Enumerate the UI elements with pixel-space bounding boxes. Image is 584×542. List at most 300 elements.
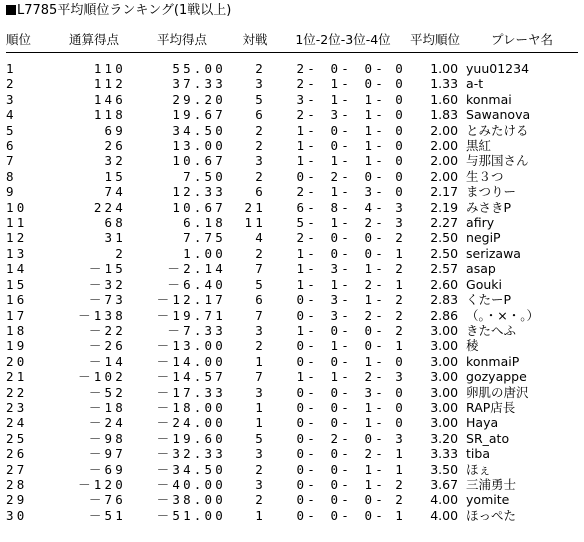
rank-cell: 21 bbox=[6, 369, 28, 385]
second-place-cell: 1- bbox=[330, 153, 352, 169]
third-place-cell: 0- bbox=[364, 230, 386, 246]
games-cell: 2 bbox=[255, 122, 266, 138]
total-points-cell: 74 bbox=[104, 184, 126, 200]
table-row bbox=[6, 53, 578, 77]
average-points-cell: 10.67 bbox=[172, 153, 226, 169]
fourth-place-cell: 0 bbox=[395, 399, 407, 415]
third-place-cell: 3- bbox=[364, 384, 386, 400]
games-cell: 2 bbox=[255, 338, 266, 354]
average-points-cell: －13.00 bbox=[156, 338, 226, 354]
fourth-place-cell: 2 bbox=[395, 292, 407, 308]
first-place-cell: 2- bbox=[296, 230, 318, 246]
player-name-cell: くたーP bbox=[466, 292, 512, 308]
average-points-cell: 29.20 bbox=[172, 91, 226, 107]
average-points-cell: 19.67 bbox=[172, 107, 226, 123]
first-place-cell: 0- bbox=[296, 307, 318, 323]
table-row bbox=[6, 400, 578, 415]
total-points-cell: 69 bbox=[104, 122, 126, 138]
games-cell: 3 bbox=[255, 446, 266, 462]
fourth-place-cell: 0 bbox=[395, 91, 407, 107]
rank-cell: 16 bbox=[6, 292, 28, 308]
first-place-cell: 0- bbox=[296, 384, 318, 400]
table-header-row bbox=[6, 26, 578, 53]
third-place-cell: 2- bbox=[364, 446, 386, 462]
first-place-cell: 2- bbox=[296, 76, 318, 92]
average-place-cell: 4.00 bbox=[430, 507, 459, 523]
rank-cell: 11 bbox=[6, 215, 28, 231]
first-place-cell: 1- bbox=[296, 138, 318, 154]
games-cell: 5 bbox=[255, 91, 266, 107]
player-name-cell: 三浦勇士 bbox=[466, 476, 517, 492]
third-place-cell: 0- bbox=[364, 492, 386, 508]
first-place-cell: 1- bbox=[296, 322, 318, 338]
table-row bbox=[6, 184, 578, 199]
fourth-place-cell: 0 bbox=[395, 61, 407, 76]
fourth-place-cell: 0 bbox=[395, 138, 407, 154]
table-row bbox=[6, 261, 578, 276]
fourth-place-cell: 3 bbox=[395, 369, 407, 385]
games-cell: 21 bbox=[244, 199, 266, 215]
player-name-cell: yuu01234 bbox=[466, 61, 530, 76]
games-cell: 3 bbox=[255, 384, 266, 400]
second-place-cell: 0- bbox=[330, 492, 352, 508]
header-average-points: 平均得点 bbox=[156, 32, 207, 47]
average-points-cell: 1.00 bbox=[183, 245, 226, 261]
player-name-cell: Gouki bbox=[466, 276, 502, 292]
games-cell: 1 bbox=[255, 353, 266, 369]
total-points-cell: －26 bbox=[88, 338, 126, 354]
total-points-cell: 31 bbox=[104, 230, 126, 246]
header-player-name: プレーヤ名 bbox=[491, 32, 554, 47]
average-points-cell: －2.14 bbox=[167, 261, 226, 277]
average-place-cell: 3.00 bbox=[430, 338, 459, 354]
fourth-place-cell: 0 bbox=[395, 107, 407, 123]
average-place-cell: 4.00 bbox=[430, 492, 459, 508]
player-name-cell: yomite bbox=[466, 492, 510, 508]
total-points-cell: －24 bbox=[88, 415, 126, 431]
fourth-place-cell: 1 bbox=[395, 338, 407, 354]
player-name-cell: gozyappe bbox=[466, 369, 527, 385]
fourth-place-cell: 1 bbox=[395, 245, 407, 261]
third-place-cell: 1- bbox=[364, 138, 386, 154]
player-name-cell: serizawa bbox=[466, 245, 521, 261]
second-place-cell: 1- bbox=[330, 76, 352, 92]
player-name-cell: （。・×・。） bbox=[466, 307, 540, 323]
second-place-cell: 1- bbox=[330, 276, 352, 292]
third-place-cell: 0- bbox=[364, 430, 386, 446]
table-row bbox=[6, 323, 578, 338]
third-place-cell: 1- bbox=[364, 91, 386, 107]
second-place-cell: 8- bbox=[330, 199, 352, 215]
player-name-cell: 与那国さん bbox=[466, 153, 529, 169]
games-cell: 2 bbox=[255, 492, 266, 508]
average-place-cell: 1.60 bbox=[430, 91, 459, 107]
third-place-cell: 0- bbox=[364, 76, 386, 92]
total-points-cell: －97 bbox=[88, 446, 126, 462]
third-place-cell: 0- bbox=[364, 507, 386, 523]
games-cell: 2 bbox=[255, 461, 266, 477]
fourth-place-cell: 2 bbox=[395, 230, 407, 246]
average-points-cell: －14.57 bbox=[156, 369, 226, 385]
average-points-cell: －24.00 bbox=[156, 415, 226, 431]
third-place-cell: 1- bbox=[364, 399, 386, 415]
third-place-cell: 1- bbox=[364, 261, 386, 277]
table-row bbox=[6, 431, 578, 446]
total-points-cell: －14 bbox=[88, 353, 126, 369]
average-points-cell: －40.00 bbox=[156, 476, 226, 492]
first-place-cell: 0- bbox=[296, 399, 318, 415]
rank-cell: 8 bbox=[6, 168, 17, 184]
table-row bbox=[6, 138, 578, 153]
average-place-cell: 3.00 bbox=[430, 353, 459, 369]
ranking-table bbox=[6, 26, 578, 523]
third-place-cell: 2- bbox=[364, 215, 386, 231]
fourth-place-cell: 0 bbox=[395, 384, 407, 400]
games-cell: 7 bbox=[255, 307, 266, 323]
first-place-cell: 0- bbox=[296, 292, 318, 308]
table-row bbox=[6, 215, 578, 230]
average-place-cell: 3.00 bbox=[430, 399, 459, 415]
player-name-cell: Sawanova bbox=[466, 107, 531, 123]
average-points-cell: －12.17 bbox=[156, 292, 226, 308]
average-points-cell: －38.00 bbox=[156, 492, 226, 508]
total-points-cell: －102 bbox=[78, 369, 126, 385]
player-name-cell: asap bbox=[466, 261, 496, 277]
rank-cell: 10 bbox=[6, 199, 28, 215]
rank-cell: 9 bbox=[6, 184, 17, 200]
rank-cell: 2 bbox=[6, 76, 17, 92]
first-place-cell: 0- bbox=[296, 168, 318, 184]
average-place-cell: 2.86 bbox=[430, 307, 459, 323]
second-place-cell: 0- bbox=[330, 61, 352, 76]
games-cell: 5 bbox=[255, 430, 266, 446]
player-name-cell: negiP bbox=[466, 230, 501, 246]
games-cell: 11 bbox=[244, 215, 266, 231]
player-name-cell: Haya bbox=[466, 415, 499, 431]
table-row bbox=[6, 92, 578, 107]
average-place-cell: 2.27 bbox=[430, 215, 459, 231]
first-place-cell: 2- bbox=[296, 61, 318, 76]
rank-cell: 28 bbox=[6, 476, 28, 492]
player-name-cell: とみたける bbox=[466, 122, 529, 138]
first-place-cell: 0- bbox=[296, 415, 318, 431]
table-row bbox=[6, 462, 578, 477]
total-points-cell: －98 bbox=[88, 430, 126, 446]
player-name-cell: a-t bbox=[466, 76, 484, 92]
average-place-cell: 3.50 bbox=[430, 461, 459, 477]
third-place-cell: 2- bbox=[364, 369, 386, 385]
table-row bbox=[6, 246, 578, 261]
player-name-cell: きたへふ bbox=[466, 322, 517, 338]
third-place-cell: 4- bbox=[364, 199, 386, 215]
average-place-cell: 2.19 bbox=[430, 199, 459, 215]
fourth-place-cell: 3 bbox=[395, 430, 407, 446]
table-row bbox=[6, 385, 578, 400]
total-points-cell: －76 bbox=[88, 492, 126, 508]
second-place-cell: 0- bbox=[330, 138, 352, 154]
first-place-cell: 1- bbox=[296, 261, 318, 277]
fourth-place-cell: 1 bbox=[395, 461, 407, 477]
fourth-place-cell: 2 bbox=[395, 492, 407, 508]
total-points-cell: －15 bbox=[88, 261, 126, 277]
table-row bbox=[6, 308, 578, 323]
average-points-cell: －19.71 bbox=[156, 307, 226, 323]
rank-cell: 24 bbox=[6, 415, 28, 431]
first-place-cell: 0- bbox=[296, 338, 318, 354]
third-place-cell: 2- bbox=[364, 276, 386, 292]
third-place-cell: 0- bbox=[364, 338, 386, 354]
average-place-cell: 2.00 bbox=[430, 138, 459, 154]
games-cell: 7 bbox=[255, 369, 266, 385]
rank-cell: 19 bbox=[6, 338, 28, 354]
first-place-cell: 5- bbox=[296, 215, 318, 231]
fourth-place-cell: 3 bbox=[395, 215, 407, 231]
average-place-cell: 2.50 bbox=[430, 245, 459, 261]
first-place-cell: 1- bbox=[296, 276, 318, 292]
average-place-cell: 1.83 bbox=[430, 107, 459, 123]
games-cell: 2 bbox=[255, 61, 266, 76]
table-row bbox=[6, 230, 578, 245]
player-name-cell: 生３つ bbox=[466, 168, 504, 184]
first-place-cell: 2- bbox=[296, 107, 318, 123]
third-place-cell: 0- bbox=[364, 245, 386, 261]
first-place-cell: 0- bbox=[296, 507, 318, 523]
total-points-cell: 224 bbox=[93, 199, 126, 215]
average-place-cell: 3.00 bbox=[430, 322, 459, 338]
third-place-cell: 1- bbox=[364, 122, 386, 138]
average-place-cell: 3.33 bbox=[430, 446, 459, 462]
table-row bbox=[6, 338, 578, 353]
third-place-cell: 1- bbox=[364, 153, 386, 169]
rank-cell: 4 bbox=[6, 107, 17, 123]
total-points-cell: －69 bbox=[88, 461, 126, 477]
table-row bbox=[6, 292, 578, 307]
first-place-cell: 0- bbox=[296, 430, 318, 446]
average-points-cell: －17.33 bbox=[156, 384, 226, 400]
average-place-cell: 2.17 bbox=[430, 184, 459, 200]
third-place-cell: 0- bbox=[364, 322, 386, 338]
ranking-rows bbox=[6, 53, 578, 524]
fourth-place-cell: 0 bbox=[395, 415, 407, 431]
second-place-cell: 0- bbox=[330, 353, 352, 369]
average-points-cell: －7.33 bbox=[167, 322, 226, 338]
average-place-cell: 2.60 bbox=[430, 276, 459, 292]
first-place-cell: 0- bbox=[296, 446, 318, 462]
average-points-cell: －19.60 bbox=[156, 430, 226, 446]
third-place-cell: 3- bbox=[364, 184, 386, 200]
header-average-place: 平均順位 bbox=[410, 32, 461, 47]
header-total-points: 通算得点 bbox=[68, 32, 119, 47]
second-place-cell: 3- bbox=[330, 107, 352, 123]
second-place-cell: 1- bbox=[330, 91, 352, 107]
table-row bbox=[6, 153, 578, 168]
games-cell: 6 bbox=[255, 107, 266, 123]
average-points-cell: －34.50 bbox=[156, 461, 226, 477]
rank-cell: 13 bbox=[6, 245, 28, 261]
second-place-cell: 1- bbox=[330, 215, 352, 231]
average-place-cell: 3.00 bbox=[430, 369, 459, 385]
third-place-cell: 1- bbox=[364, 461, 386, 477]
total-points-cell: －52 bbox=[88, 384, 126, 400]
first-place-cell: 0- bbox=[296, 461, 318, 477]
games-cell: 3 bbox=[255, 476, 266, 492]
first-place-cell: 1- bbox=[296, 245, 318, 261]
rank-cell: 14 bbox=[6, 261, 28, 277]
page-title-text: L7785平均順位ランキング(1戦以上) bbox=[17, 3, 232, 18]
games-cell: 3 bbox=[255, 76, 266, 92]
rank-cell: 15 bbox=[6, 276, 28, 292]
rank-cell: 12 bbox=[6, 230, 28, 246]
fourth-place-cell: 2 bbox=[395, 307, 407, 323]
average-place-cell: 2.00 bbox=[430, 122, 459, 138]
games-cell: 6 bbox=[255, 184, 266, 200]
rank-cell: 18 bbox=[6, 322, 28, 338]
rank-cell: 26 bbox=[6, 446, 28, 462]
rank-cell: 30 bbox=[6, 507, 28, 523]
fourth-place-cell: 0 bbox=[395, 168, 407, 184]
games-cell: 3 bbox=[255, 322, 266, 338]
rank-cell: 3 bbox=[6, 91, 17, 107]
second-place-cell: 0- bbox=[330, 415, 352, 431]
average-place-cell: 3.67 bbox=[430, 476, 459, 492]
average-points-cell: －18.00 bbox=[156, 399, 226, 415]
average-points-cell: 12.33 bbox=[172, 184, 226, 200]
table-row bbox=[6, 200, 578, 215]
player-name-cell: tiba bbox=[466, 446, 490, 462]
games-cell: 4 bbox=[255, 230, 266, 246]
average-points-cell: 6.18 bbox=[183, 215, 226, 231]
average-points-cell: 34.50 bbox=[172, 122, 226, 138]
rank-cell: 17 bbox=[6, 307, 28, 323]
fourth-place-cell: 0 bbox=[395, 122, 407, 138]
rank-cell: 7 bbox=[6, 153, 17, 169]
rank-cell: 1 bbox=[6, 61, 17, 76]
fourth-place-cell: 1 bbox=[395, 507, 407, 523]
total-points-cell: 26 bbox=[104, 138, 126, 154]
total-points-cell: －18 bbox=[88, 399, 126, 415]
fourth-place-cell: 1 bbox=[395, 276, 407, 292]
third-place-cell: 1- bbox=[364, 107, 386, 123]
second-place-cell: 1- bbox=[330, 338, 352, 354]
total-points-cell: 118 bbox=[93, 107, 126, 123]
fourth-place-cell: 1 bbox=[395, 446, 407, 462]
table-row bbox=[6, 76, 578, 91]
average-place-cell: 3.00 bbox=[430, 415, 459, 431]
table-row bbox=[6, 354, 578, 369]
table-row bbox=[6, 446, 578, 461]
rank-cell: 27 bbox=[6, 461, 28, 477]
fourth-place-cell: 2 bbox=[395, 476, 407, 492]
total-points-cell: 2 bbox=[115, 245, 126, 261]
first-place-cell: 3- bbox=[296, 91, 318, 107]
player-name-cell: 黒紅 bbox=[466, 138, 492, 154]
second-place-cell: 1- bbox=[330, 184, 352, 200]
fourth-place-cell: 2 bbox=[395, 261, 407, 277]
games-cell: 1 bbox=[255, 415, 266, 431]
player-name-cell: 卵肌の唐沢 bbox=[466, 384, 529, 400]
average-place-cell: 3.00 bbox=[430, 384, 459, 400]
average-place-cell: 3.20 bbox=[430, 430, 459, 446]
second-place-cell: 0- bbox=[330, 507, 352, 523]
average-points-cell: －51.00 bbox=[156, 507, 226, 523]
third-place-cell: 0- bbox=[364, 168, 386, 184]
second-place-cell: 3- bbox=[330, 261, 352, 277]
average-points-cell: －14.00 bbox=[156, 353, 226, 369]
average-points-cell: 7.75 bbox=[183, 230, 226, 246]
average-place-cell: 1.00 bbox=[430, 61, 459, 76]
average-place-cell: 2.57 bbox=[430, 261, 459, 277]
header-rank: 順位 bbox=[6, 32, 32, 47]
average-points-cell: 55.00 bbox=[172, 61, 226, 76]
second-place-cell: 0- bbox=[330, 322, 352, 338]
player-name-cell: SR_ato bbox=[466, 430, 510, 446]
table-row bbox=[6, 369, 578, 384]
average-points-cell: 37.33 bbox=[172, 76, 226, 92]
third-place-cell: 1- bbox=[364, 292, 386, 308]
rank-cell: 23 bbox=[6, 399, 28, 415]
rank-cell: 20 bbox=[6, 353, 28, 369]
page-title bbox=[6, 2, 231, 20]
games-cell: 6 bbox=[255, 292, 266, 308]
second-place-cell: 1- bbox=[330, 369, 352, 385]
rank-cell: 29 bbox=[6, 492, 28, 508]
fourth-place-cell: 3 bbox=[395, 199, 407, 215]
player-name-cell: みさきP bbox=[466, 199, 512, 215]
second-place-cell: 2- bbox=[330, 430, 352, 446]
first-place-cell: 2- bbox=[296, 184, 318, 200]
first-place-cell: 0- bbox=[296, 353, 318, 369]
average-points-cell: 13.00 bbox=[172, 138, 226, 154]
total-points-cell: －73 bbox=[88, 292, 126, 308]
average-place-cell: 2.50 bbox=[430, 230, 459, 246]
games-cell: 2 bbox=[255, 168, 266, 184]
second-place-cell: 0- bbox=[330, 245, 352, 261]
player-name-cell: konmai bbox=[466, 91, 512, 107]
total-points-cell: －32 bbox=[88, 276, 126, 292]
first-place-cell: 1- bbox=[296, 369, 318, 385]
player-name-cell: まつりー bbox=[466, 184, 517, 200]
second-place-cell: 0- bbox=[330, 384, 352, 400]
games-cell: 1 bbox=[255, 399, 266, 415]
player-name-cell: afiry bbox=[466, 215, 495, 231]
second-place-cell: 2- bbox=[330, 168, 352, 184]
table-row bbox=[6, 107, 578, 122]
total-points-cell: 112 bbox=[93, 76, 126, 92]
first-place-cell: 6- bbox=[296, 199, 318, 215]
total-points-cell: 110 bbox=[93, 61, 126, 76]
player-name-cell: ほっぺた bbox=[466, 507, 517, 523]
fourth-place-cell: 0 bbox=[395, 353, 407, 369]
table-row bbox=[6, 492, 578, 507]
games-cell: 3 bbox=[255, 153, 266, 169]
table-row bbox=[6, 477, 578, 492]
table-row bbox=[6, 415, 578, 430]
second-place-cell: 3- bbox=[330, 307, 352, 323]
player-name-cell: konmaiP bbox=[466, 353, 520, 369]
second-place-cell: 0- bbox=[330, 461, 352, 477]
average-place-cell: 2.00 bbox=[430, 153, 459, 169]
second-place-cell: 0- bbox=[330, 446, 352, 462]
third-place-cell: 1- bbox=[364, 415, 386, 431]
total-points-cell: －120 bbox=[78, 476, 126, 492]
rank-cell: 25 bbox=[6, 430, 28, 446]
games-cell: 7 bbox=[255, 261, 266, 277]
rank-cell: 6 bbox=[6, 138, 17, 154]
player-name-cell: RAP店長 bbox=[466, 399, 516, 415]
games-cell: 5 bbox=[255, 276, 266, 292]
first-place-cell: 0- bbox=[296, 476, 318, 492]
games-cell: 2 bbox=[255, 245, 266, 261]
